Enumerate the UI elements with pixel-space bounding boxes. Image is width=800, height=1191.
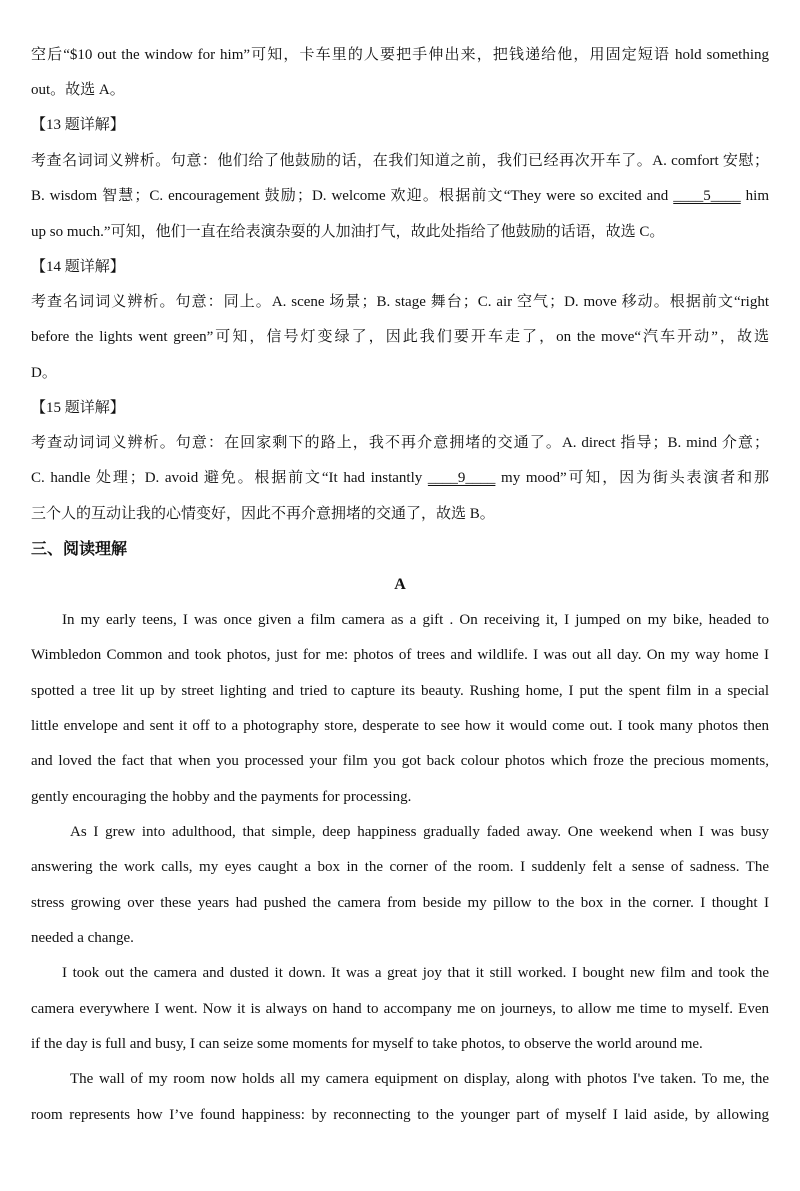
p1-line-6: gently encouraging the hobby and the payments for processing.: [31, 789, 412, 805]
q12-line-2: out。故选 A。: [31, 82, 125, 98]
p1-line-1: In my early teens, I was once given a film camera as a gift . On receiving it, I jumped on my bike, headed to: [62, 612, 769, 628]
q14-line-3: D。: [31, 365, 57, 381]
q13-line-3: up so much.”可知，他们一直在给表演杂耍的人加油打气，故此处指给了他鼓励的话语，故选 C。: [31, 224, 665, 240]
q13-line-2: [31, 186, 769, 206]
p3-line-3: if the day is full and busy, I can seize some moments for myself to take photos, to observe the world around me.: [31, 1036, 703, 1052]
q15-line-2-b: my mood”可知，因为街头表演者和那: [501, 470, 770, 486]
q14-heading: 【14 题详解】: [31, 259, 125, 275]
q13-heading: 【13 题详解】: [31, 117, 125, 133]
q15-line-2: [31, 468, 769, 488]
q15-blank: ____9____: [427, 470, 496, 486]
p1-line-3: spotted a tree lit up by street lighting and tried to capture its beauty. Rushing home, I put the spent film in a special: [31, 683, 769, 699]
q13-blank: ____5____: [673, 188, 741, 204]
p1-line-2: Wimbledon Common and took photos, just for me: photos of trees and wildlife. I was out all day. On my way home I: [31, 647, 769, 663]
p2-line-1: As I grew into adulthood, that simple, deep happiness gradually faded away. One weekend when I was busy: [70, 824, 769, 840]
p1-line-5: and loved the fact that when you processed your film you got back colour photos which froze the precious moments,: [31, 753, 769, 769]
q14-line-2: before the lights went green”可知，信号灯变绿了，因此我们要开车走了，on the move“汽车开动”，故选: [31, 329, 769, 345]
p2-line-4: needed a change.: [31, 930, 134, 946]
p3-line-1: I took out the camera and dusted it down. It was a great joy that it still worked. I bought new film and took the: [62, 965, 769, 981]
q15-heading: 【15 题详解】: [31, 400, 125, 416]
p4-line-1: The wall of my room now holds all my camera equipment on display, along with photos I've taken. To me, the: [70, 1071, 769, 1087]
p4-line-2: room represents how I’ve found happiness: by reconnecting to the younger part of myself I laid aside, by allowing: [31, 1107, 769, 1123]
q15-line-3: 三个人的互动让我的心情变好，因此不再介意拥堵的交通了，故选 B。: [31, 506, 495, 522]
p2-line-3: stress growing over these years had pushed the camera from beside my pillow to the box in the corner. I thought I: [31, 895, 769, 911]
q12-line-1: 空后“$10 out the window for him”可知，卡车里的人要把手伸出来，把钱递给他，用固定短语 hold something: [31, 47, 769, 63]
section-title: 三、阅读理解: [31, 539, 128, 558]
q15-line-1: 考查动词词义辨析。句意：在回家剩下的路上，我不再介意拥堵的交通了。A. direct 指导；B. mind 介意；: [31, 435, 769, 451]
p2-line-2: answering the work calls, my eyes caught a box in the corner of the room. I suddenly felt a sense of sadness. The: [31, 859, 769, 875]
q13-line-1: 考查名词词义辨析。句意：他们给了他鼓励的话，在我们知道之前，我们已经再次开车了。A. comfort 安慰；: [31, 153, 769, 169]
p1-line-4: little envelope and sent it off to a photography store, desperate to see how it would come out. I took many photos then: [31, 718, 769, 734]
q14-line-1: 考查名词词义辨析。句意：同上。A. scene 场景；B. stage 舞台；C. air 空气；D. move 移动。根据前文“right: [31, 294, 769, 310]
q15-line-2-a: C. handle 处理；D. avoid 避免。根据前文“It had instantly: [31, 470, 423, 486]
q13-line-2-b: him: [745, 188, 769, 204]
q13-line-2-a: B. wisdom 智慧；C. encouragement 鼓励；D. welcome 欢迎。根据前文“They were so excited and: [31, 188, 669, 204]
passage-title: A: [394, 576, 406, 593]
p3-line-2: camera everywhere I went. Now it is always on hand to accompany me on journeys, to allow me time to myself. Even: [31, 1001, 769, 1017]
